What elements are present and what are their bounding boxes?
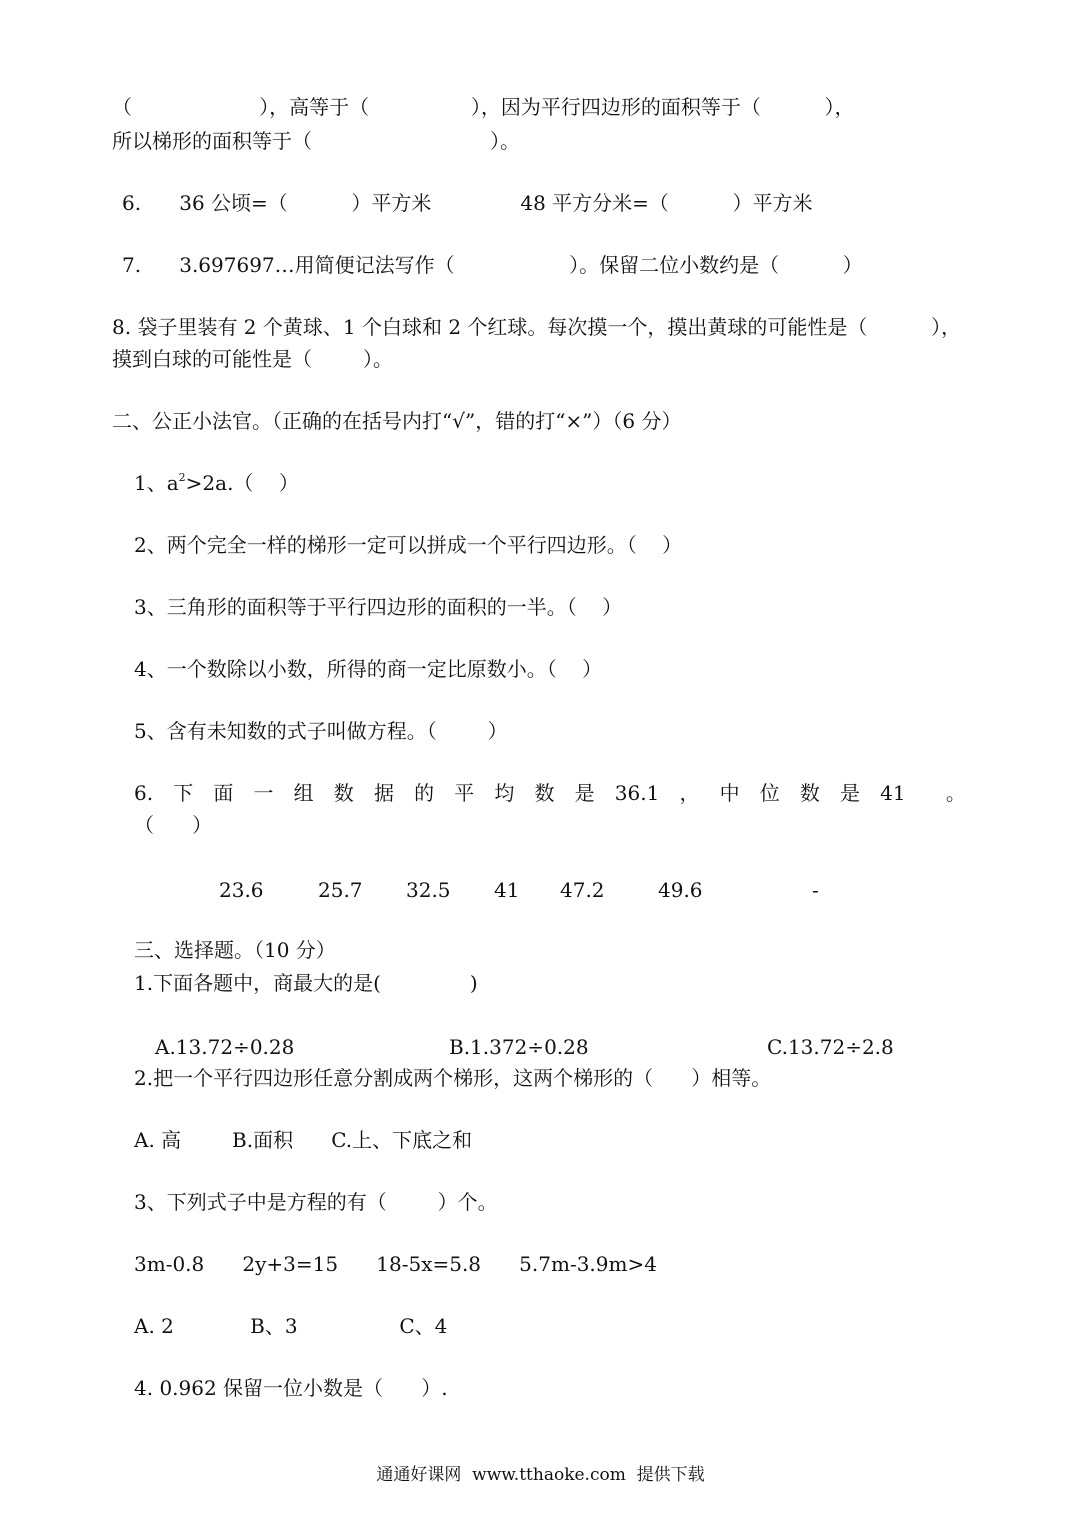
fill-blank-q5-line2: 所以梯形的面积等于（ ）。 (112, 129, 521, 153)
judge-q6-word: ， (679, 781, 700, 805)
choice-q1-options (0, 1035, 1081, 1059)
choice-q1: 1.下面各题中，商最大的是( ) (134, 971, 478, 995)
judge-q6-word: 41 (880, 781, 906, 805)
judge-q6-word: 6. (134, 781, 154, 805)
choice-q4: 4. 0.962 保留一位小数是（ ）. (134, 1376, 448, 1400)
option-c: C.13.72÷2.8 (767, 1035, 894, 1059)
data-value: 41 (494, 878, 520, 902)
choice-q3: 3、下列式子中是方程的有（ ）个。 (134, 1190, 498, 1214)
judge-q6-word: 36.1 (614, 781, 660, 805)
section-2-title: 二、公正小法官。（正确的在括号内打“√”，错的打“×”）（6 分） (112, 409, 682, 433)
fill-blank-q5-line1: （ ），高等于（ ），因为平行四边形的面积等于（ ）， (112, 95, 855, 119)
data-value: 49.6 (658, 878, 703, 902)
judge-q1-exponent: 2 (178, 471, 186, 484)
judge-q6-line1 (134, 783, 966, 803)
data-value: 23.6 (219, 878, 264, 902)
judge-q6-word: 均 (494, 781, 515, 805)
judge-q6-word: 下 (173, 781, 194, 805)
choice-q3-expressions: 3m-0.8 2y+3=15 18-5x=5.8 5.7m-3.9m>4 (134, 1252, 657, 1276)
data-value: 25.7 (318, 878, 363, 902)
judge-q6-word: 平 (454, 781, 475, 805)
judge-q6-word: 数 (534, 781, 555, 805)
judge-q6-word: 。 (945, 781, 966, 805)
data-value: 32.5 (406, 878, 451, 902)
choice-q2: 2.把一个平行四边形任意分割成两个梯形，这两个梯形的（ ）相等。 (134, 1066, 772, 1090)
judge-q5: 5、含有未知数的式子叫做方程。（ ） (134, 719, 508, 743)
judge-q6-word: 数 (333, 781, 354, 805)
judge-q6-word: 位 (759, 781, 780, 805)
option-a: A.13.72÷0.28 (155, 1035, 295, 1059)
judge-q6-data-row (0, 878, 1081, 902)
judge-q6-word: 面 (213, 781, 234, 805)
judge-q6-word: 据 (373, 781, 394, 805)
judge-q1-prefix: 1、a (134, 471, 179, 495)
fill-blank-q8-line1: 8. 袋子里装有 2 个黄球、1 个白球和 2 个红球。每次摸一个，摸出黄球的可能性是（ ）， (112, 315, 961, 339)
judge-q6-word: 一 (253, 781, 274, 805)
page-footer: 通通好课网 www.tthaoke.com 提供下载 (376, 1465, 705, 1485)
judge-q6-word: 是 (840, 781, 861, 805)
option-b: B.1.372÷0.28 (449, 1035, 589, 1059)
judge-q2: 2、两个完全一样的梯形一定可以拼成一个平行四边形。（ ） (134, 533, 683, 557)
data-value: 47.2 (560, 878, 605, 902)
judge-q3: 3、三角形的面积等于平行四边形的面积的一半。（ ） (134, 595, 623, 619)
judge-q6-word: 是 (574, 781, 595, 805)
section-3-title: 三、选择题。（10 分） (134, 938, 336, 962)
judge-q6-word: 数 (799, 781, 820, 805)
judge-q4: 4、一个数除以小数，所得的商一定比原数小。（ ） (134, 657, 603, 681)
judge-q1-suffix: >2a.（ ） (185, 471, 299, 495)
judge-q6-word: 的 (414, 781, 435, 805)
judge-q6-word: 中 (719, 781, 740, 805)
choice-q2-options: A. 高 B.面积 C.上、下底之和 (134, 1128, 473, 1152)
judge-q1 (134, 473, 299, 493)
judge-q6-line2: （ ） (134, 813, 213, 837)
fill-blank-q6: 6. 36 公顷=（ ）平方米 48 平方分米=（ ）平方米 (122, 191, 813, 215)
fill-blank-q7: 7. 3.697697…用简便记法写作（ ）。保留二位小数约是（ ） (122, 253, 863, 277)
fill-blank-q8-line2: 摸到白球的可能性是（ ）。 (112, 347, 393, 371)
choice-q3-options: A. 2 B、3 C、4 (134, 1314, 448, 1338)
data-value: - (812, 878, 819, 902)
judge-q6-word: 组 (293, 781, 314, 805)
